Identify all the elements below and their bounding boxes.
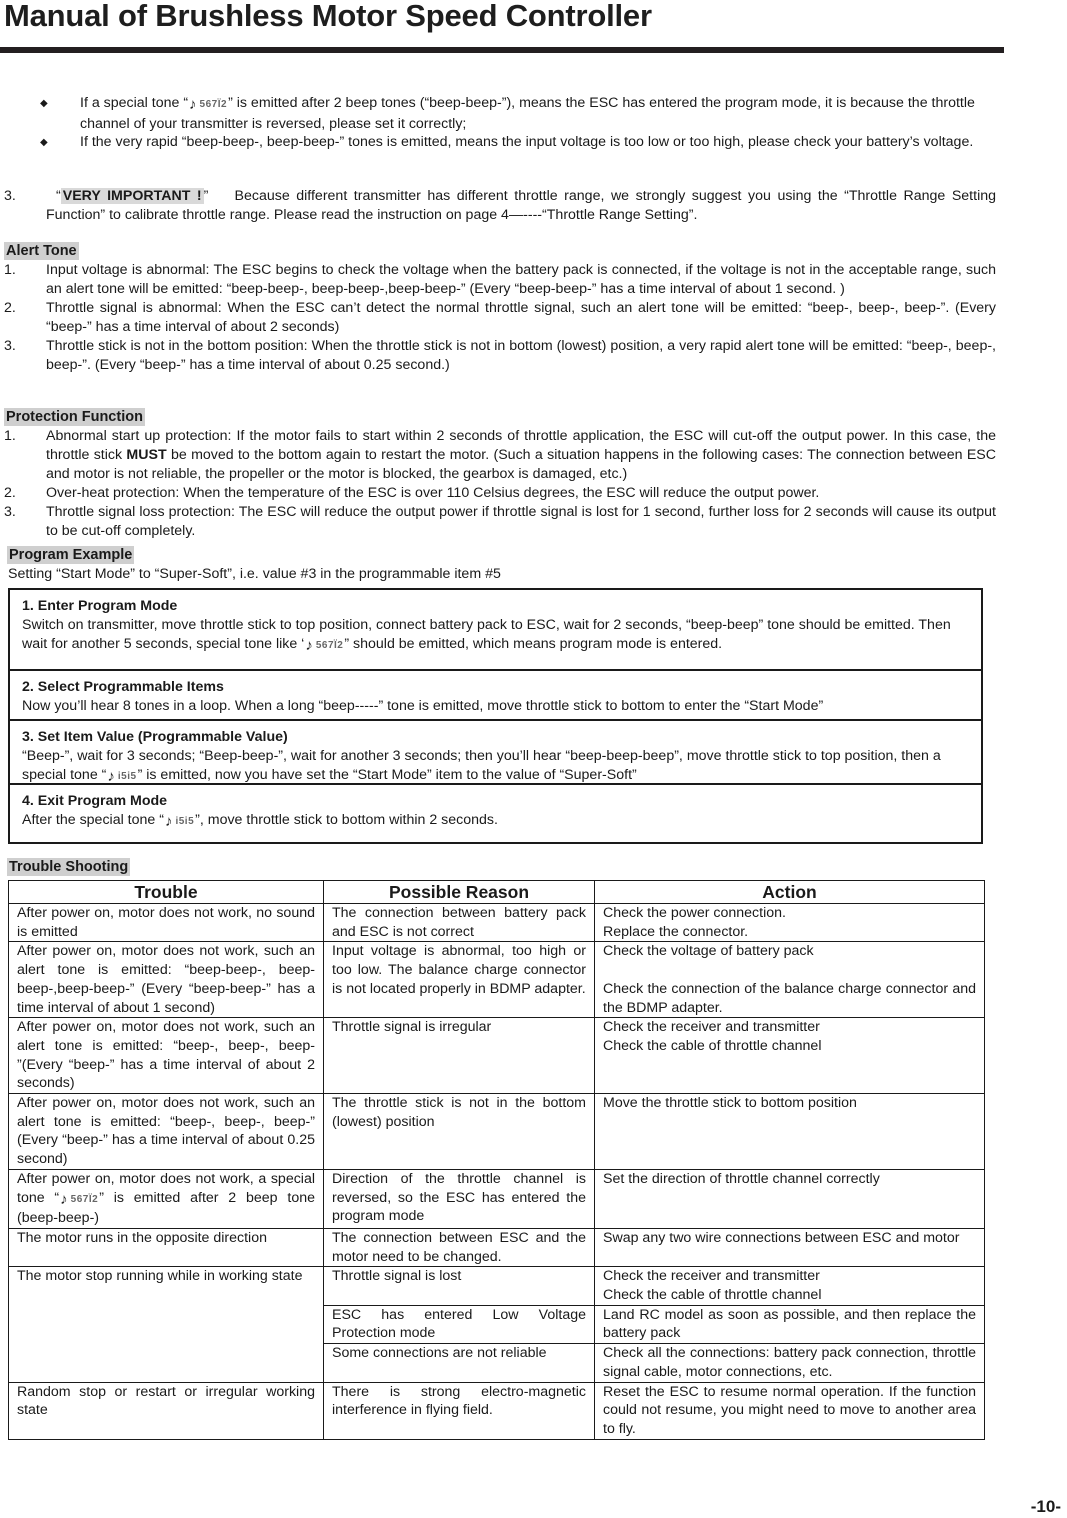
action-cell: Land RC model as soon as possible, and then replace the battery pack (595, 1305, 985, 1343)
list-item: 1. Abnormal start up protection: If the motor fails to start within 2 seconds of throttle application, the ESC will cut-off the output power. In this case, the throttle stick MUST be moved to the bottom again to restart the motor. (Such a situation happens in the following cases: The connection between ESC and motor is not reliable, the propeller or the motor is blocked, the gearbox is damaged, etc.) (4, 428, 996, 482)
reason-cell: There is strong electro-magnetic interference in flying field. (324, 1382, 595, 1439)
trouble-cell: After power on, motor does not work, such an alert tone is emitted: “beep-beep-, beep-beep-,beep-beep-” (Every “beep-beep-” has a time interval of about 1 second) (9, 942, 324, 1018)
musical-tone-icon: ♪ 567Ï2 (60, 1190, 99, 1208)
list-item: 3. Throttle stick is not in the bottom position: When the throttle stick is not in bottom (lowest) position, a very rapid alert tone will be emitted: “beep-, beep-, beep-”. (Every “beep-” has a time interval of about 0.25 second.) (4, 338, 996, 373)
musical-tone-icon: ♪ 567Ï2 (189, 96, 228, 113)
trouble-shooting-heading: Trouble Shooting (9, 859, 129, 875)
list-item: 2. Over-heat protection: When the temperature of the ESC is over 110 Celsius degrees, the ESC will reduce the output power. (4, 485, 820, 501)
intro-bullets (40, 94, 1000, 153)
action-cell: Check the receiver and transmitter Check the cable of throttle channel (595, 1018, 985, 1094)
table-row (9, 904, 985, 942)
table-row (9, 1169, 985, 1228)
reason-cell: The connection between battery pack and ESC is not correct (324, 904, 595, 942)
bullet-item: ◆ If a special tone “ ♪ 567Ï2 ” is emitted after 2 beep tones (“beep-beep-”), means the ESC has entered the program mode, it is because the throttle channel of your transmitter is reversed, please set it correctly; (40, 95, 975, 132)
column-header-action: Action (595, 881, 985, 904)
table-row (9, 942, 985, 1018)
page-number: -10- (1030, 1497, 1061, 1516)
table-row (9, 1382, 985, 1439)
protection-function-heading: Protection Function (6, 409, 143, 425)
diamond-bullet-icon: ◆ (40, 137, 48, 148)
reason-cell: ESC has entered Low Voltage Protection mode (324, 1305, 595, 1343)
reason-cell: The connection between ESC and the motor need to be changed. (324, 1228, 595, 1266)
table-row (9, 1094, 985, 1170)
reason-cell: The throttle stick is not in the bottom (lowest) position (324, 1094, 595, 1170)
list-item: 3. Throttle signal loss protection: The ESC will reduce the output power if throttle signal is lost for 1 second, further loss for 2 seconds will cause its output to be cut-off completely. (4, 504, 996, 539)
column-header-trouble: Trouble (9, 881, 324, 904)
list-item: 1. Input voltage is abnormal: The ESC begins to check the voltage when the battery pack is connected, if the voltage is not in the acceptable range, such an alert tone will be emitted: “beep-beep-, beep-beep-,beep-beep-” (Every “beep-beep-” has a time interval of about 1 second. ) (4, 262, 996, 297)
table-row (9, 1228, 985, 1266)
alert-tone-heading: Alert Tone (6, 243, 77, 259)
important-highlight: VERY IMPORTANT ! (62, 188, 202, 204)
table-row (9, 1018, 985, 1094)
musical-tone-icon: ♪ i5i5 (107, 768, 137, 785)
reason-cell: Throttle signal is lost (324, 1267, 595, 1305)
action-cell: Check the power connection. Replace the connector. (595, 904, 985, 942)
trouble-cell: After power on, motor does not work, a special tone “ ♪ 567Ï2 ” is emitted after 2 beep tone (beep-beep-) (9, 1169, 324, 1228)
reason-cell: Input voltage is abnormal, too high or too low. The balance charge connector is not located properly in BDMP adapter. (324, 942, 595, 1018)
alert-tone-list (4, 261, 996, 375)
table-row (9, 1267, 985, 1305)
trouble-shooting-table (8, 880, 985, 1440)
document-title: Manual of Brushless Motor Speed Controller (4, 0, 652, 33)
program-example-heading: Program Example (9, 547, 133, 563)
trouble-cell: After power on, motor does not work, such an alert tone is emitted: “beep-, beep-, beep- ”(Every “beep-” has a time interval of about 2 seconds) (9, 1018, 324, 1094)
reason-cell: Direction of the throttle channel is reversed, so the ESC has entered the program mode (324, 1169, 595, 1228)
action-cell: Check the voltage of battery pack Check the connection of the balance charge connector and the BDMP adapter. (595, 942, 985, 1018)
trouble-cell: After power on, motor does not work, no sound is emitted (9, 904, 324, 942)
list-item: 2. Throttle signal is abnormal: When the ESC can’t detect the normal throttle signal, such an alert tone will be emitted: “beep-, beep-, beep-”. (Every “beep-” has a time interval of about 2 seconds) (4, 300, 996, 335)
program-step: 4. Exit Program Mode After the special tone “ ♪ i5i5 ”, move throttle stick to bottom within 2 seconds. (22, 793, 498, 830)
bullet-item: ◆ If the very rapid “beep-beep-, beep-beep-” tones is emitted, means the input voltage is too low or too high, please check your battery’s voltage. (40, 133, 1000, 153)
action-cell: Move the throttle stick to bottom position (595, 1094, 985, 1170)
action-cell: Check all the connections: battery pack connection, throttle signal cable, motor connections, etc. (595, 1344, 985, 1382)
trouble-cell: After power on, motor does not work, such an alert tone is emitted: “beep-, beep-, beep-” (Every “beep-” has a time interval of about 0.25 second) (9, 1094, 324, 1170)
trouble-cell: Random stop or restart or irregular working state (9, 1382, 324, 1439)
action-cell: Swap any two wire connections between ESC and motor (595, 1228, 985, 1266)
title-rule (0, 47, 1004, 53)
program-step: 2. Select Programmable Items Now you’ll hear 8 tones in a loop. When a long “beep-----” tone is emitted, move throttle stick to bottom to enter the “Start Mode” (10, 671, 981, 721)
protection-list (4, 427, 996, 541)
musical-tone-icon: ♪ 567Ï2 (305, 637, 344, 654)
trouble-cell: The motor stop running while in working state (9, 1267, 324, 1382)
column-header-reason: Possible Reason (324, 881, 595, 904)
musical-tone-icon: ♪ i5i5 (164, 813, 195, 830)
program-step: 1. Enter Program Mode Switch on transmitter, move throttle stick to top position, connect battery pack to ESC, wait for 2 seconds, “beep-beep” tone should be emitted. Then wait for another 5 seconds, special tone like ‘ ♪ 567Ï2 ” should be emitted, which means program mode is entered. (10, 590, 981, 671)
action-cell: Check the receiver and transmitter Check the cable of throttle channel (595, 1267, 985, 1305)
reason-cell: Some connections are not reliable (324, 1344, 595, 1382)
important-note: 3. “ VERY IMPORTANT ! ” Because different transmitter has different throttle range, we strongly suggest you using the “Throttle Range Setting Function” to calibrate throttle range. Please read the instruction on page 4—----“Throttle Range Setting”. (4, 188, 996, 223)
diamond-bullet-icon: ◆ (40, 98, 48, 109)
program-step: 3. Set Item Value (Programmable Value) “Beep-”, wait for 3 seconds; “Beep-beep-”, wait for another 3 seconds; then you’ll hear “beep-beep-beep”, move throttle stick to top position, then a special tone “ ♪ i5i5 ” is emitted, now you have set the “Start Mode” item to the value of “Super-Soft” (10, 721, 981, 785)
action-cell: Set the direction of throttle channel correctly (595, 1169, 985, 1228)
action-cell: Reset the ESC to resume normal operation. If the function could not resume, you might need to move to another area to fly. (595, 1382, 985, 1439)
program-steps-box (8, 588, 983, 844)
trouble-cell: The motor runs in the opposite direction (9, 1228, 324, 1266)
table-header-row (9, 881, 985, 904)
reason-cell: Throttle signal is irregular (324, 1018, 595, 1094)
program-example-subtitle: Setting “Start Mode” to “Super-Soft”, i.e. value #3 in the programmable item #5 (8, 566, 501, 582)
